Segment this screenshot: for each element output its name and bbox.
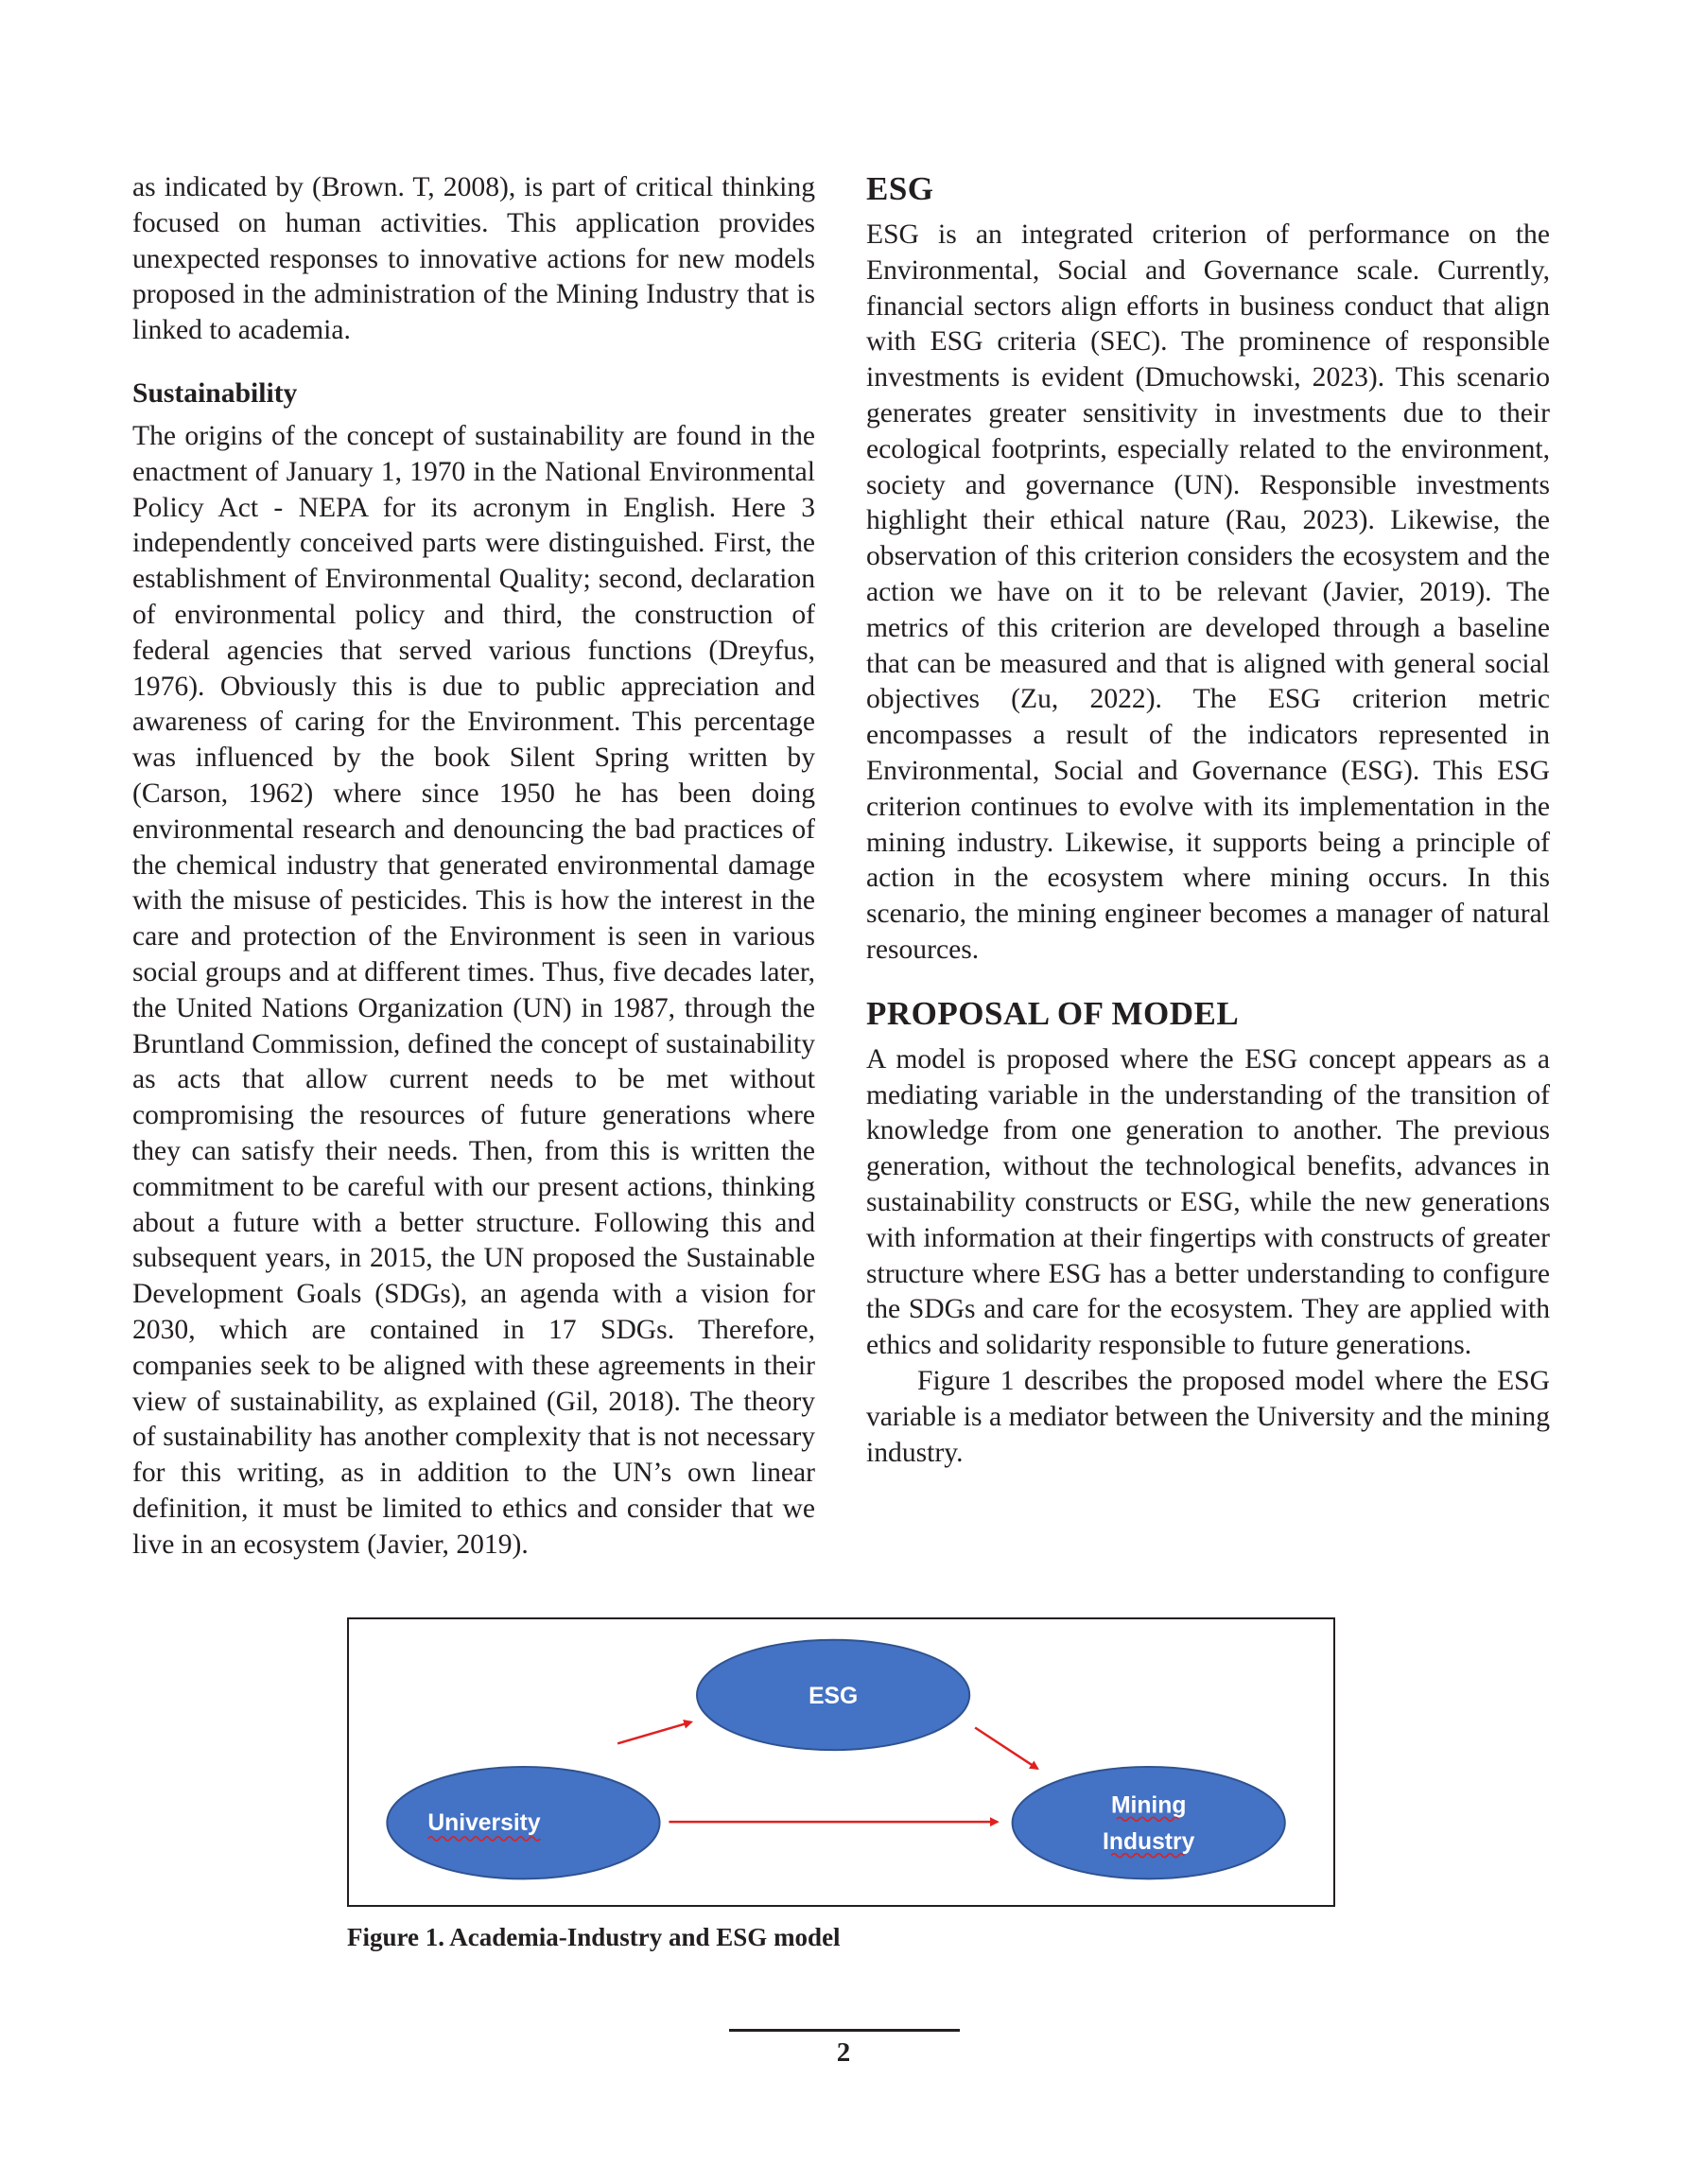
left-column	[132, 170, 815, 1563]
proposal-paragraph-2: Figure 1 describes the proposed model where the ESG variable is a mediator between the University and the mining industry.	[866, 1365, 1550, 1468]
footer-rule	[729, 2029, 960, 2032]
proposal-heading: PROPOSAL OF MODEL	[866, 994, 1240, 1032]
intro-paragraph: as indicated by (Brown. T, 2008), is part of critical thinking focused on human activities. This application provides unexpected responses to innovative actions for new models proposed in the administration of the Mining Industry that is linked to academia.	[132, 172, 815, 346]
model-diagram	[349, 1619, 1333, 1905]
esg-node-label: ESG	[809, 1683, 859, 1709]
proposal-paragraph-1: A model is proposed where the ESG concept appears as a mediating variable in the understanding of the transition of knowledge from one generation to another. The previous generation, without the technological benefits, advances in sustainability constructs or ESG, while the new generations with information at their fingertips with constructs of greater structure where ESG has a better understanding to configure the SDGs and care for the ecosystem. They are applied with ethics and solidarity responsible to future generations.	[866, 1043, 1550, 1361]
figure-1-diagram	[347, 1617, 1335, 1907]
esg-paragraph: ESG is an integrated criterion of performance on the Environmental, Social and Governance scale. Currently, financial sectors align efforts in business conduct that align with ESG criteria (SEC). The prominence of responsible investments is evident (Dmuchowski, 2023). This scenario generates greater sensitivity in investments due to their ecological footprints, especially related to the environment, society and governance (UN). Responsible investments highlight their ethical nature (Rau, 2023). Likewise, the observation of this criterion considers the ecosystem and the action we have on it to be relevant (Javier, 2019). The metrics of this criterion are developed through a baseline that can be measured and that is aligned with general social objectives (Zu, 2022). The ESG criterion metric encompasses a result of the indicators represented in Environmental, Social and Governance (ESG). This ESG criterion continues to evolve with its implementation in the mining industry. Likewise, it supports being a principle of action in the ecosystem where mining occurs. In this scenario, the mining engineer becomes a manager of natural resources.	[866, 219, 1550, 965]
arrow-university-to-esg	[617, 1722, 691, 1744]
page-number: 2	[836, 2037, 851, 2068]
mining-industry-node	[1013, 1767, 1285, 1878]
arrow-esg-to-mining	[975, 1727, 1037, 1768]
university-node-label: University	[427, 1810, 541, 1837]
sustainability-paragraph: The origins of the concept of sustainability are found in the enactment of January 1, 1970 in the National Environmental Policy Act - NEPA for its acronym in English. Here 3 independently conceived parts were distinguished. First, the establishment of Environmental Quality; second, declaration of environmental policy and third, the construction of federal agencies that served various functions (Dreyfus, 1976). Obviously this is due to public appreciation and awareness of caring for the Environment. This percentage was influenced by the book Silent Spring written by (Carson, 1962) where since 1950 he has been doing environmental research and denouncing the bad practices of the chemical industry that generated environmental damage with the misuse of pesticides. This is how the interest in the care and protection of the Environment is seen in various social groups and at different times. Thus, five decades later, the United Nations Organization (UN) in 1987, through the Bruntland Commission, defined the concept of sustainability as acts that allow current needs to be met without compromising the resources of future generations where they can satisfy their needs. Then, from this is written the commitment to be careful with our present actions, thinking about a future with a better structure. Following this and subsequent years, in 2015, the UN proposed the Sustainable Development Goals (SDGs), an agenda with a vision for 2030, which are contained in 17 SDGs. Therefore, companies seek to be aligned with these agreements in their view of sustainability, as explained (Gil, 2018). The theory of sustainability has another complexity that is not necessary for this writing, as in addition to the UN’s own linear definition, it must be limited to ethics and consider that we live in an ecosystem (Javier, 2019).	[132, 420, 815, 1560]
figure-caption: Figure 1. Academia-Industry and ESG model	[347, 1923, 841, 1951]
mining-node-label-line2: Industry	[1103, 1828, 1195, 1855]
right-column	[866, 170, 1550, 1471]
mining-node-label-line1: Mining	[1110, 1792, 1187, 1819]
esg-heading: ESG	[866, 170, 934, 207]
sustainability-heading: Sustainability	[132, 377, 298, 409]
